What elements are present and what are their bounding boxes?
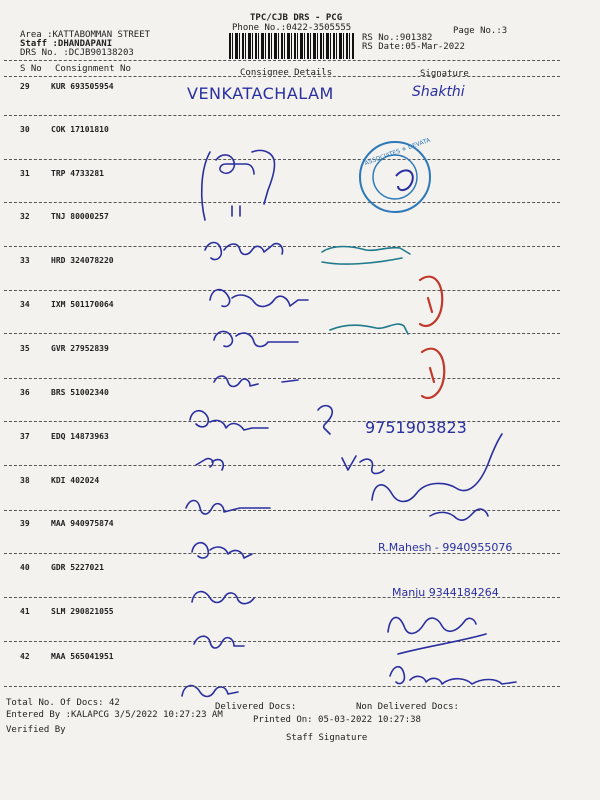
row-consignment: MAA 940975874 xyxy=(51,519,114,528)
signature-handwriting: Shakthi xyxy=(412,84,465,100)
footer-divider xyxy=(4,686,560,687)
row-sno: 32 xyxy=(20,212,30,221)
row-sno: 41 xyxy=(20,607,30,616)
staff-label: Staff :DHANDAPANI xyxy=(20,39,113,49)
row-sno: 29 xyxy=(20,82,30,91)
doc-title: TPC/CJB DRS - PCG xyxy=(250,13,343,23)
row-consignment: HRD 324078220 xyxy=(51,256,114,265)
row-sno: 33 xyxy=(20,256,30,265)
delivered-docs: Delivered Docs: xyxy=(215,702,297,712)
signature-handwriting: Manju 9344184264 xyxy=(392,586,499,599)
signature-handwriting: R.Mahesh - 9940955076 xyxy=(378,541,513,554)
row-consignment: TNJ 80000257 xyxy=(51,212,109,221)
col-sno: S No xyxy=(20,64,42,74)
row-consignment: SLM 290821055 xyxy=(51,607,114,616)
staff-signature-label: Staff Signature xyxy=(286,733,368,743)
area-label: Area :KATTABOMMAN STREET xyxy=(20,30,151,40)
phone-number: Phone No.:0422-3505555 xyxy=(232,23,352,33)
rs-number: RS No.:901382 xyxy=(362,33,433,43)
consignee-handwriting: VENKATACHALAM xyxy=(187,84,334,103)
row-sno: 31 xyxy=(20,169,30,178)
col-signature: Signature xyxy=(420,69,469,79)
row-consignment: GDR 5227021 xyxy=(51,563,104,572)
row-consignment: BRS 51002340 xyxy=(51,388,109,397)
printed-on: Printed On: 05-03-2022 10:27:38 xyxy=(253,715,421,725)
row-consignment: KUR 693505954 xyxy=(51,82,114,91)
row-consignment: COK 17101810 xyxy=(51,125,109,134)
non-delivered-docs: Non Delivered Docs: xyxy=(356,702,459,712)
col-consignment: Consignment No xyxy=(55,64,131,74)
total-docs: Total No. Of Docs: 42 xyxy=(6,698,120,708)
drs-number: DRS No. :DCJB90138203 xyxy=(20,48,134,58)
phone-handwriting: 9751903823 xyxy=(365,418,467,437)
row-sno: 34 xyxy=(20,300,30,309)
row-sno: 42 xyxy=(20,652,30,661)
row-consignment: TRP 4733281 xyxy=(51,169,104,178)
page-number: Page No.:3 xyxy=(453,26,508,36)
row-consignment: IXM 501170064 xyxy=(51,300,114,309)
row-sno: 39 xyxy=(20,519,30,528)
row-sno: 37 xyxy=(20,432,30,441)
row-consignment: KDI 402024 xyxy=(51,476,100,485)
row-sno: 35 xyxy=(20,344,30,353)
stamp-text: ASSOCIATES ✳ DEVATA xyxy=(363,136,432,168)
verified-by: Verified By xyxy=(6,725,66,735)
row-consignment: EDQ 14873963 xyxy=(51,432,109,441)
row-consignment: MAA 565041951 xyxy=(51,652,114,661)
col-consignee: Consignee Details xyxy=(240,68,333,78)
row-sno: 40 xyxy=(20,563,30,572)
row-sno: 36 xyxy=(20,388,30,397)
row-consignment: GVR 27952839 xyxy=(51,344,109,353)
rs-date: RS Date:05-Mar-2022 xyxy=(362,42,465,52)
row-sno: 38 xyxy=(20,476,30,485)
row-sno: 30 xyxy=(20,125,30,134)
entered-by: Entered By :KALAPCG 3/5/2022 10:27:23 AM xyxy=(6,710,223,720)
